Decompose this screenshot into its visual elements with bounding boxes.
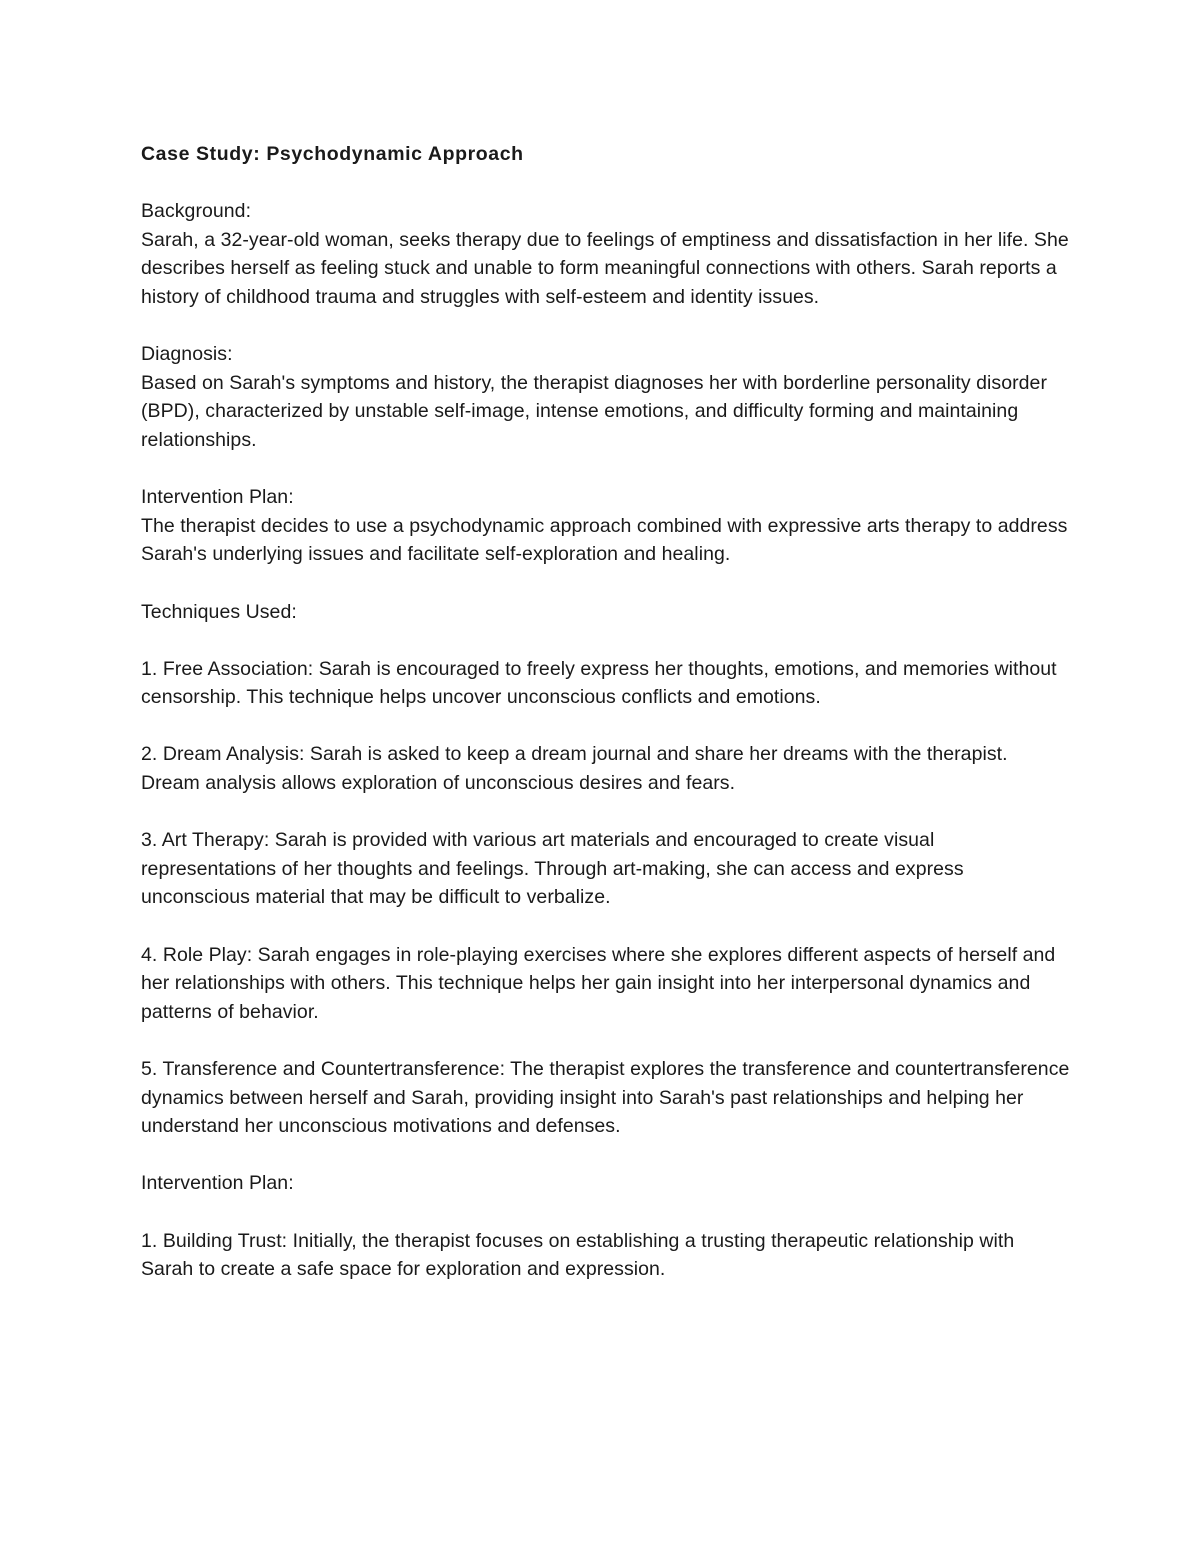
plan-item-building-trust: 1. Building Trust: Initially, the therapist focuses on establishing a trusting therapeutic relationship with Sarah to create a safe space for exploration and expression. [141, 1229, 1015, 1281]
technique-item-free-association: 1. Free Association: Sarah is encouraged to freely express her thoughts, emotions, and memories without censorship. This technique helps uncover unconscious conflicts and emotions. [141, 657, 1057, 709]
background-heading: Background: [141, 200, 252, 223]
techniques-heading: Techniques Used: [141, 600, 297, 623]
document-title: Case Study: Psychodynamic Approach [141, 143, 524, 165]
intervention-plan-text: The therapist decides to use a psychodynamic approach combined with expressive arts therapy to address Sarah's underlying issues and facilitate self-exploration and healing. [141, 514, 1068, 566]
document-page [141, 140, 1071, 1312]
intervention-plan-2-heading: Intervention Plan: [141, 1172, 294, 1195]
background-text: Sarah, a 32-year-old woman, seeks therapy due to feelings of emptiness and dissatisfaction in her life. She describes herself as feeling stuck and unable to form meaningful connections with others. Sarah reports a history of childhood trauma and struggles with self-esteem and identity issues. [141, 228, 1069, 308]
technique-item-dream-analysis: 2. Dream Analysis: Sarah is asked to keep a dream journal and share her dreams with the therapist. Dream analysis allows exploration of unconscious desires and fears. [141, 743, 1008, 795]
diagnosis-text: Based on Sarah's symptoms and history, the therapist diagnoses her with borderline personality disorder (BPD), characterized by unstable self-image, intense emotions, and difficulty forming and maintaining relationships. [141, 371, 1047, 451]
technique-item-art-therapy: 3. Art Therapy: Sarah is provided with various art materials and encouraged to create visual representations of her thoughts and feelings. Through art-making, she can access and express unconscious material that may be difficult to verbalize. [141, 829, 964, 909]
technique-item-role-play: 4. Role Play: Sarah engages in role-playing exercises where she explores different aspects of herself and her relationships with others. This technique helps her gain insight into her interpersonal dynamics and patterns of behavior. [141, 943, 1056, 1023]
technique-item-transference: 5. Transference and Countertransference: The therapist explores the transference and countertransference dynamics between herself and Sarah, providing insight into Sarah's past relationships and helping her understand her unconscious motivations and defenses. [141, 1058, 1070, 1138]
diagnosis-heading: Diagnosis: [141, 343, 233, 366]
intervention-plan-heading: Intervention Plan: [141, 486, 294, 509]
